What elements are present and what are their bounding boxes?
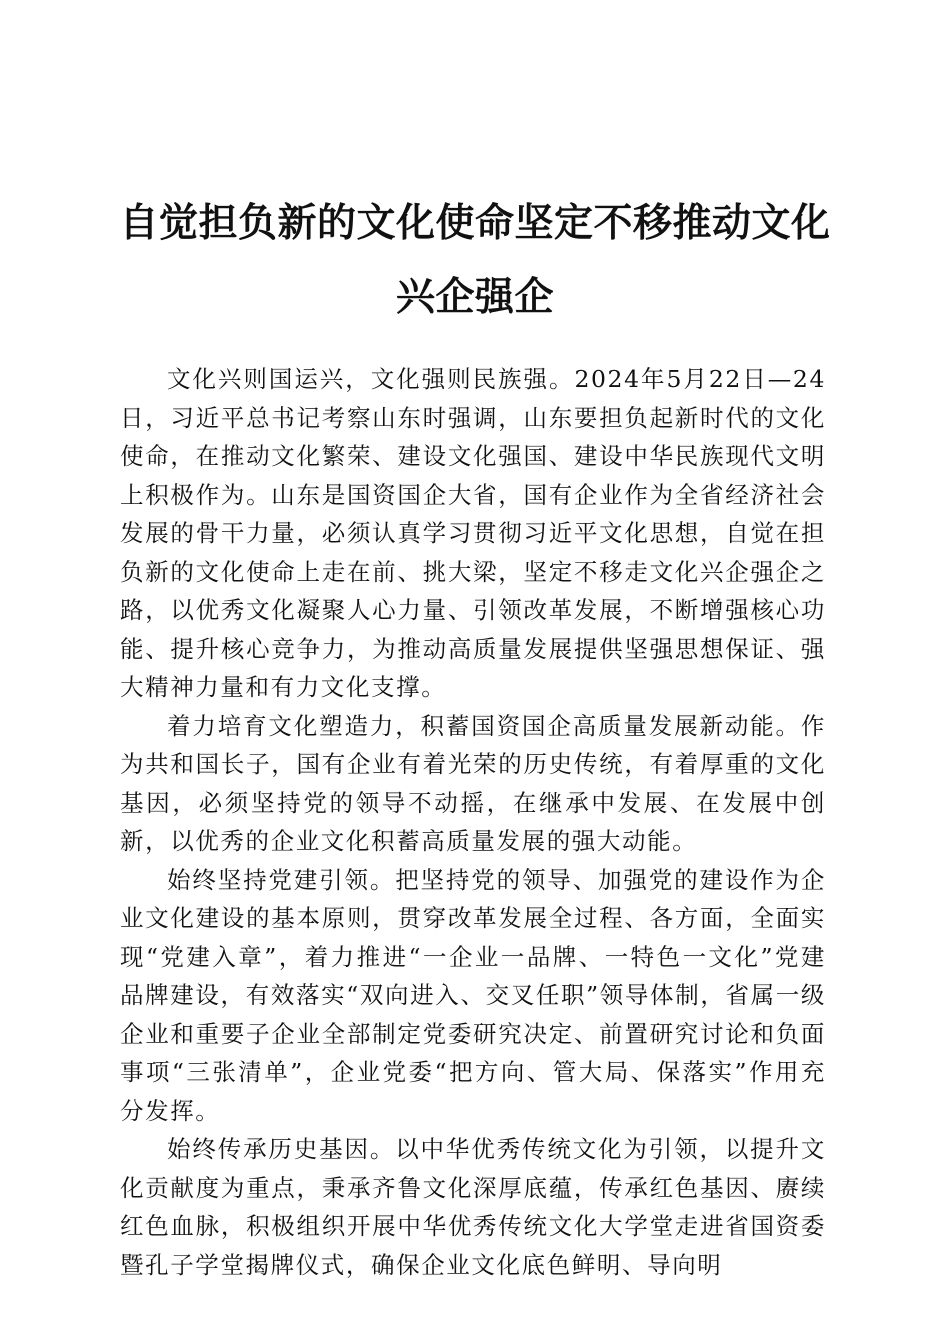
body-paragraph: 始终传承历史基因。以中华优秀传统文化为引领，以提升文化贡献度为重点，秉承齐鲁文化深厚底蕴，传承红色基因、赓续红色血脉，积极组织开展中华优秀传统文化大学堂走进省国资委暨孔子学堂揭牌仪式，确保企业文化底色鲜明、导向明 (120, 1135, 826, 1279)
document-title: 自觉担负新的文化使命坚定不移推动文化兴企强企 (119, 200, 831, 320)
body-paragraph: 始终坚持党建引领。把坚持党的领导、加强党的建设作为企业文化建设的基本原则，贯穿改革发展全过程、各方面，全面实现“党建入章”，着力推进“一企业一品牌、一特色一文化”党建品牌建设，有效落实“双向进入、交叉任职”领导体制，省属一级企业和重要子企业全部制定党委研究决定、前置研究讨论和负面事项“三张清单”，企业党委“把方向、管大局、保落实”作用充分发挥。 (120, 865, 826, 1125)
body-paragraph: 着力培育文化塑造力，积蓄国资国企高质量发展新动能。作为共和国长子，国有企业有着光荣的历史传统，有着厚重的文化基因，必须坚持党的领导不动摇，在继承中发展、在发展中创新，以优秀的企业文化积蓄高质量发展的强大动能。 (120, 711, 826, 855)
body-paragraph: 文化兴则国运兴，文化强则民族强。2024年5月22日—24日，习近平总书记考察山东时强调，山东要担负起新时代的文化使命，在推动文化繁荣、建设文化强国、建设中华民族现代文明上积极作为。山东是国资国企大省，国有企业作为全省经济社会发展的骨干力量，必须认真学习贯彻习近平文化思想，自觉在担负新的文化使命上走在前、挑大梁，坚定不移走文化兴企强企之路，以优秀文化凝聚人心力量、引领改革发展，不断增强核心功能、提升核心竞争力，为推动高质量发展提供坚强思想保证、强大精神力量和有力文化支撑。 (120, 365, 826, 701)
document-body (120, 360, 826, 1284)
